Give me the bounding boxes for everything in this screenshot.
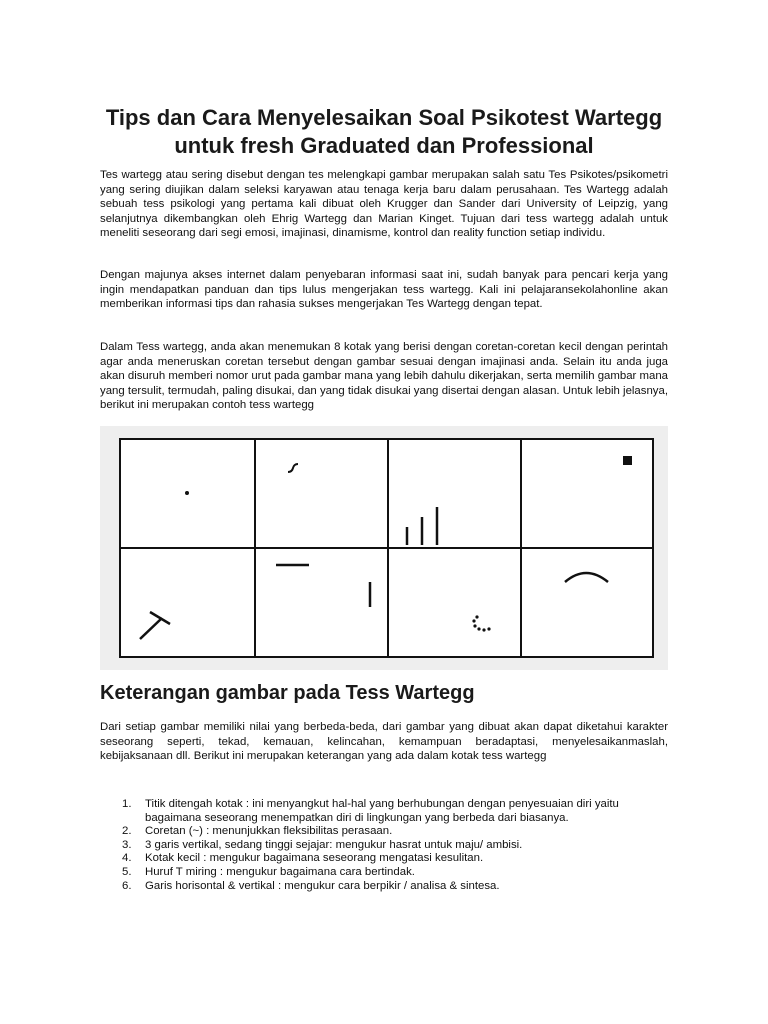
list-item-number: 6. [122,879,132,892]
list-item-text: 3 garis vertikal, sedang tinggi sejajar: mengukur hasrat untuk maju/ ambisi. [145,838,523,851]
explanation-list [100,798,668,893]
list-item [100,839,668,853]
list-item [100,880,668,894]
list-item-text: Huruf T miring : mengukur bagaimana cara bertindak. [145,865,415,878]
wartegg-grid [100,426,668,670]
list-item [100,852,668,866]
list-item-number: 3. [122,838,132,851]
list-item-number: 2. [122,825,132,838]
list-item [100,866,668,880]
list-item-text: Coretan (~) : menunjukkan fleksibilitas perasaan. [145,825,393,838]
internet-paragraph: Dengan majunya akses internet dalam penyebaran informasi saat ini, sudah banyak para pencari kerja yang ingin mendapatkan panduan dan tips lulus mengerjakan tess wartegg. Kali ini pelajaransekolahonline akan memberikan informasi tips dan rahasia sukses mengerjakan Tes Wartegg dengan tepat. [100,269,668,311]
section-title: Keterangan gambar pada Tess Wartegg [100,682,475,704]
page-title: Tips dan Cara Menyelesaikan Soal Psikotest Wartegg untuk fresh Graduated dan Professional [105,105,663,158]
list-item-number: 5. [122,865,132,878]
section-paragraph: Dari setiap gambar memiliki nilai yang berbeda-beda, dari gambar yang dibuat akan dapat diketahui karakter seseorang seperti, tekad, kemauan, kelincahan, kemampuan beradaptasi, menyelesaikanmaslah, kebijaksanaan dll. Berikut ini merupakan keterangan yang ada dalam kotak tess wartegg [100,721,668,763]
test-description-paragraph: Dalam Tess wartegg, anda akan menemukan 8 kotak yang berisi dengan coretan-coretan kecil dengan perintah agar anda meneruskan coretan tersebut dengan gambar sesuai dengan imajinasi anda. Selain itu anda juga akan disuruh memberi nomor urut pada gambar mana yang lebih dahulu dikerjakan, serta memilih gambar mana yang tersulit, termudah, paling disukai, dan yang tidak disukai yang disertai dengan alasan. Untuk lebih jelasnya, berikut ini merupakan contoh tess wartegg [100,341,668,412]
wartegg-figure [100,426,668,670]
intro-paragraph: Tes wartegg atau sering disebut dengan tes melengkapi gambar merupakan salah satu Tes Psikotes/psikometri yang sering diujikan dalam seleksi karyawan atau tenaga kerja baru dalam perusahaan. Tes Wartegg adalah sebuah tess psikologi yang pertama kali dibuat oleh Krugger dan Sander dari University of Leipzig, yang selanjutnya dikembangkan oleh Ehrig Wartegg dan Marian Kinget. Tujuan dari tess wartegg adalah untuk meneliti seseorang dari segi emosi, imajinasi, dinamisme, kontrol dan reality function setiap individu. [100,169,668,240]
list-item-text: Kotak kecil : mengukur bagaimana seseorang mengatasi kesulitan. [145,852,484,865]
box4-square [623,456,632,465]
list-item-number: 1. [122,798,132,810]
list-item-text: Titik ditengah kotak : ini menyangkut hal-hal yang berhubungan dengan penyesuaian diri yaitu bagaimana seseorang menempatkan diri di lingkungan yang berbeda dari biasanya. [145,798,619,824]
list-item [100,825,668,839]
box1-dot [185,491,189,495]
list-item-text: Garis horisontal & vertikal : mengukur cara berpikir / analisa & sintesa. [145,879,500,892]
list-item [100,798,668,825]
list-item-number: 4. [122,852,132,865]
